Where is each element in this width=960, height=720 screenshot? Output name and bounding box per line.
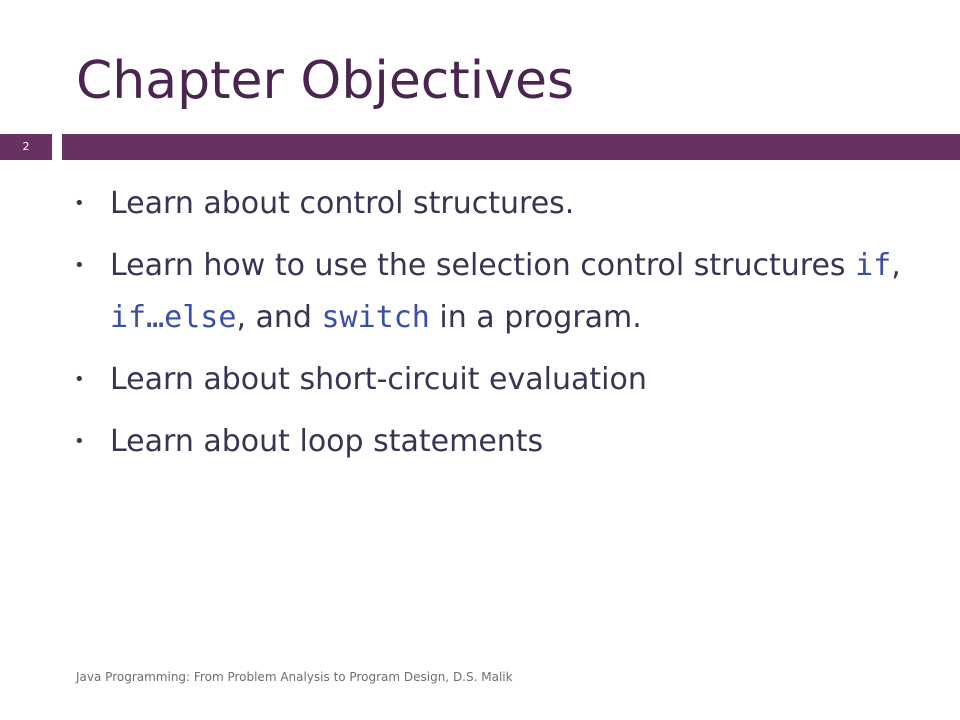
code-keyword-switch: switch — [321, 300, 430, 335]
title-accent-bar — [62, 134, 960, 160]
bullet-icon: • — [74, 431, 85, 452]
objective-separator: , and — [236, 300, 322, 335]
objective-text: in a program. — [429, 300, 642, 335]
slide-footer: Java Programming: From Problem Analysis to Program Design, D.S. Malik — [76, 670, 513, 684]
objective-text: Learn about control structures. — [110, 186, 575, 221]
objective-separator: , — [891, 248, 901, 283]
objective-item — [74, 240, 924, 344]
code-keyword-if: if — [855, 248, 892, 283]
bullet-icon: • — [74, 255, 85, 276]
objective-item — [74, 416, 924, 468]
bullet-icon: • — [74, 369, 85, 390]
objective-text: Learn about loop statements — [110, 424, 544, 459]
objective-item — [74, 178, 924, 230]
objective-text: Learn about short-circuit evaluation — [110, 362, 647, 397]
slide-title: Chapter Objectives — [76, 51, 575, 111]
objective-item — [74, 354, 924, 406]
code-keyword-if-else: if…else — [110, 300, 237, 335]
slide-number: 2 — [0, 134, 52, 160]
bullet-icon: • — [74, 193, 85, 214]
objective-text: Learn how to use the selection control structures — [110, 248, 856, 283]
objectives-list — [74, 178, 924, 478]
